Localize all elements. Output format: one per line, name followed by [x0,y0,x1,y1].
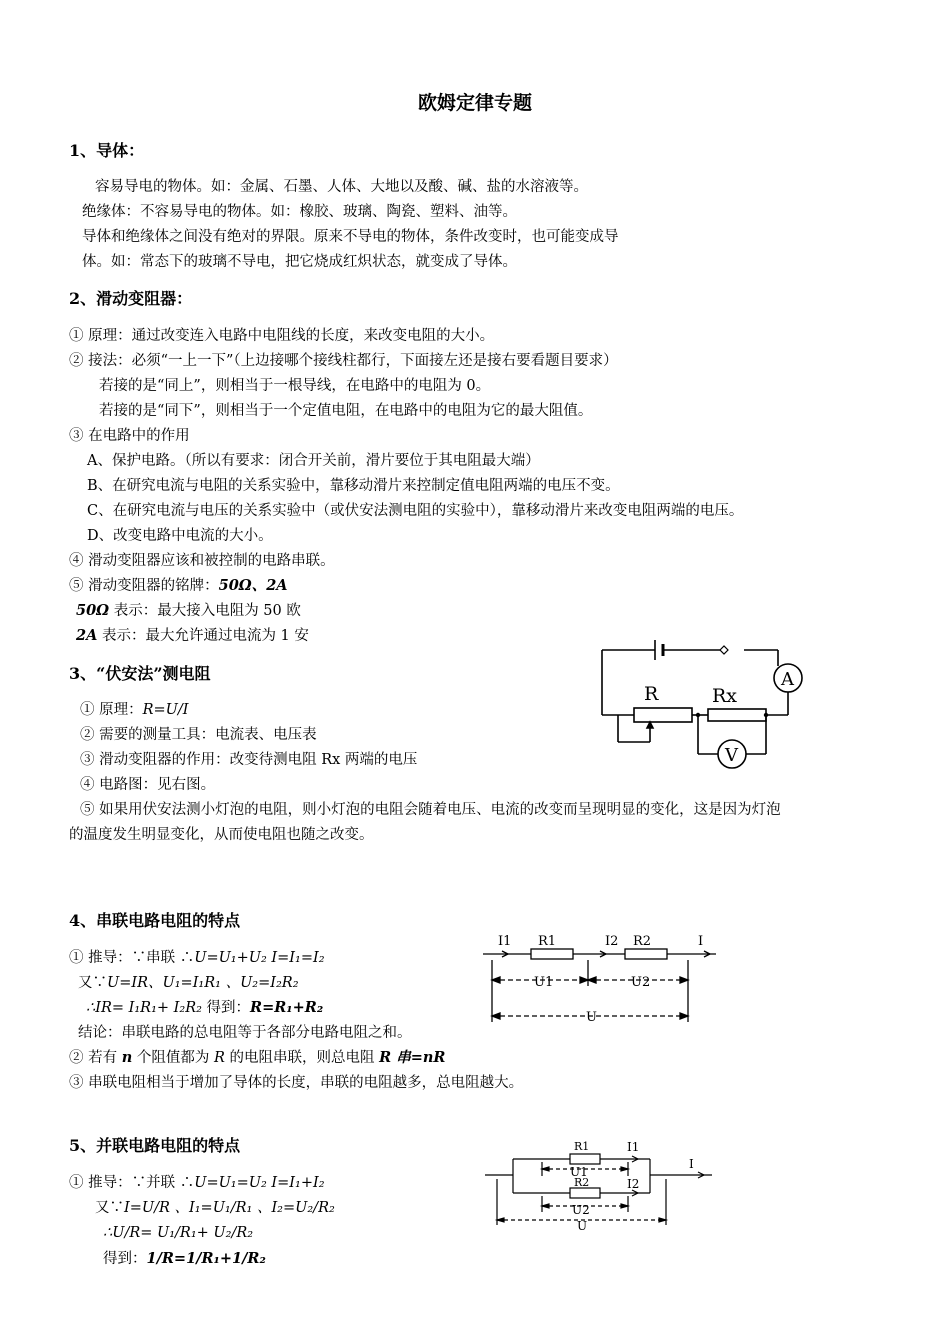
s2-line-7: B、在研究电流与电阻的关系实验中，靠移动滑片来控制定值电阻两端的电压不变。 [87,478,620,494]
s3-line-2: ② 需要的测量工具：电流表、电压表 [80,727,317,743]
section-1-heading: 1、导体： [69,141,145,160]
s3-line-6: 的温度发生明显变化，从而使电阻也随之改变。 [69,827,374,843]
s3-principle-prefix: ① 原理： [80,702,143,718]
s3-line-5: ⑤ 如果用伏安法测小灯泡的电阻，则小灯泡的电阻会随着电压、电流的改变而呈现明显的变化，这是因为灯泡 [80,802,781,818]
ammeter-label: A [781,669,794,690]
s2-amp-key: 2A [76,627,98,644]
s2-nameplate-prefix: ⑤ 滑动变阻器的铭牌： [69,578,219,594]
s2-line-5: ③ 在电路中的作用 [69,428,190,444]
s4-line-6: ③ 串联电阻相当于增加了导体的长度，串联的电阻越多，总电阻越大。 [69,1075,524,1091]
s2-ohm-key: 50Ω [76,602,110,619]
s2-line-3: 若接的是“同上”，则相当于一根导线，在电路中的电阻为 0。 [99,378,491,394]
series-i-label: I [698,934,704,949]
s1-line-1: 容易导电的物体。如：金属、石墨、人体、大地以及酸、碱、盐的水溶液等。 [95,179,588,195]
s2-amp-text: 表示：最大允许通过电流为 1 安 [97,628,309,644]
parallel-r2-label: R2 [574,1176,590,1189]
s5-l1-formula: U=U₁=U₂ I=I₁+I₂ [194,1175,325,1191]
s1-line-4: 体。如：常态下的玻璃不导电，把它烧成红炽状态，就变成了导体。 [82,254,517,270]
series-u1-label: U1 [534,975,554,990]
s4-l5-b: 个阻值都为 [132,1050,214,1066]
s5-l3-formula: ∴U/R= U₁/R₁+ U₂/R₂ [103,1225,254,1241]
s2-line-9: D、改变电路中电流的大小。 [87,528,273,544]
parallel-u1-label: U1 [570,1165,588,1179]
series-circuit-diagram [478,928,728,1028]
s4-l5-n: n [121,1049,133,1066]
s2-line-4: 若接的是“同下”，则相当于一个定值电阻，在电路中的电阻为它的最大阻值。 [99,403,593,419]
s5-line-1 [69,1173,325,1193]
s2-line-10: ④ 滑动变阻器应该和被控制的电路串联。 [69,553,335,569]
section-3-heading: 3、“伏安法”测电阻 [69,664,211,683]
s1-line-2: 绝缘体：不容易导电的物体。如：橡胶、玻璃、陶瓷、塑料、油等。 [82,204,517,220]
s4-l5-a: ② 若有 [69,1050,122,1066]
s5-l4-result: 1/R=1/R₁+1/R₂ [146,1250,266,1267]
s4-l5-r: R [213,1050,225,1066]
s2-line-6: A、保护电路。（所以有要求：闭合开关前，滑片要位于其电阻最大端） [87,453,540,469]
s4-l5-result: R 串=nR [379,1049,446,1066]
s4-l3-result: R=R₁+R₂ [250,999,324,1016]
parallel-i-label: I [689,1157,694,1171]
s5-l2-formula: I=U/R 、I₁=U₁/R₁ 、I₂=U₂/R₂ [124,1200,335,1216]
s1-line-3: 导体和绝缘体之间没有绝对的界限。原来不导电的物体，条件改变时，也可能变成导 [82,229,619,245]
s2-line-1: ① 原理：通过改变连入电路中电阻线的长度，来改变电阻的大小。 [69,328,495,344]
parallel-r1-label: R1 [574,1140,590,1153]
s4-l3-mid: 得到： [201,1000,251,1016]
s4-l5-c: 的电阻串联，则总电阻 [224,1050,380,1066]
s4-line-1 [69,948,325,968]
section-2-heading: 2、滑动变阻器： [69,289,193,308]
section-4-heading: 4、串联电路电阻的特点 [69,911,241,930]
s4-l1-prefix: ① 推导：∵串联 ∴ [69,950,195,966]
parallel-i1-label: I1 [627,1140,640,1154]
s4-line-3 [86,998,323,1018]
s5-l2-prefix: 又∵ [95,1200,124,1216]
s2-ohm-line [76,601,301,621]
s2-amp-line [76,626,309,646]
s2-nameplate-value: 50Ω、2A [218,577,288,594]
series-r1-label: R1 [538,934,557,949]
s5-l1-prefix: ① 推导：∵并联 ∴ [69,1175,195,1191]
s5-line-4 [103,1249,266,1269]
s2-ohm-text: 表示：最大接入电阻为 50 欧 [109,603,301,619]
s4-l1-formula: U=U₁+U₂ I=I₁=I₂ [194,950,325,966]
parallel-u2-label: U2 [572,1203,590,1217]
s4-l2-prefix: 又∵ [78,975,107,991]
series-u2-label: U2 [631,975,651,990]
section-5-heading: 5、并联电路电阻的特点 [69,1136,241,1155]
voltmeter-label: V [725,745,738,766]
s2-line-8: C、在研究电流与电压的关系实验中（或伏安法测电阻的实验中），靠移动滑片来改变电阻两端的电压。 [87,503,744,519]
rx-label: Rx [712,685,738,707]
series-i1-label: I1 [498,934,512,949]
s5-line-3 [103,1223,253,1243]
s2-nameplate-line [69,576,288,596]
s4-line-5 [69,1048,445,1068]
parallel-i2-label: I2 [627,1177,640,1191]
series-r2-label: R2 [633,934,652,949]
page-title: 欧姆定律专题 [417,92,532,114]
s4-l3-formula: ∴IR= I₁R₁+ I₂R₂ [86,1000,202,1016]
parallel-u-label: U [577,1219,588,1233]
s4-conclusion: 结论：串联电路的总电阻等于各部分电路电阻之和。 [78,1025,412,1041]
s3-line-3: ③ 滑动变阻器的作用：改变待测电阻 Rx 两端的电压 [80,752,418,768]
voltammetry-circuit-diagram [592,630,812,775]
parallel-circuit-diagram [480,1138,720,1238]
s4-line-2 [78,973,299,993]
s5-l4-prefix: 得到： [103,1251,147,1267]
series-i2-label: I2 [605,934,619,949]
series-u-label: U [586,1010,597,1025]
rheostat-label: R [644,683,659,705]
s3-principle-line [80,700,189,720]
s2-line-2: ② 接法：必须“一上一下”（上边接哪个接线柱都行，下面接左还是接右要看题目要求） [69,353,618,369]
s5-line-2 [95,1198,335,1218]
s3-principle-formula: R=U/I [142,702,189,718]
s3-line-4: ④ 电路图：见右图。 [80,777,216,793]
s4-l2-formula: U=IR、U₁=I₁R₁ 、U₂=I₂R₂ [107,975,299,991]
